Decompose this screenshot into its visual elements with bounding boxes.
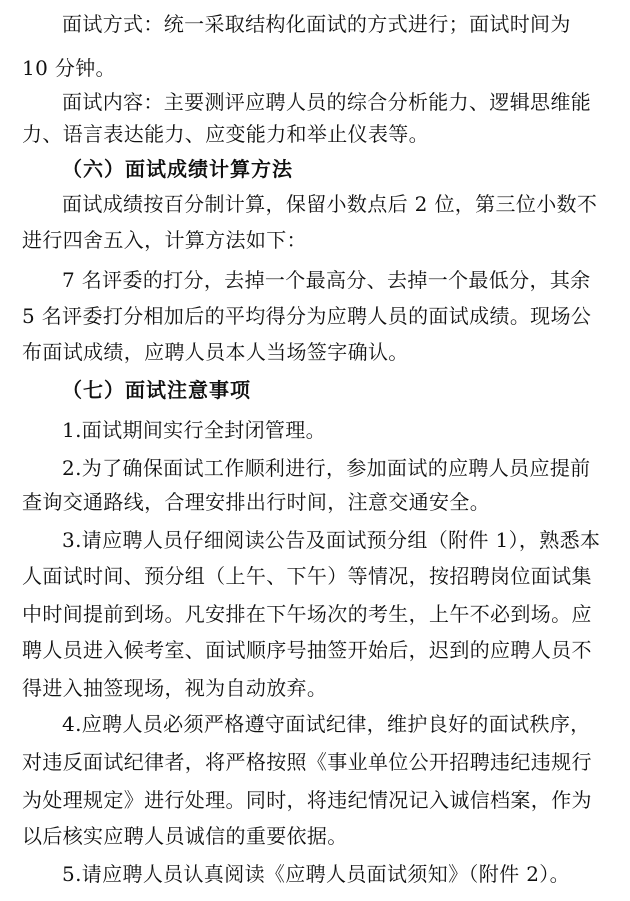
note-item-4-line-2: 对违反面试纪律者，将严格按照《事业单位公开招聘违纪违规行 xyxy=(22,750,592,774)
paragraph-interview-method-line-2: 10 分钟。 xyxy=(22,56,116,80)
paragraph-judges-line-3: 布面试成绩，应聘人员本人当场签字确认。 xyxy=(22,340,409,364)
section-heading-score-calculation: （六）面试成绩计算方法 xyxy=(62,157,293,181)
note-item-2-line-2: 查询交通路线，合理安排出行时间，注意交通安全。 xyxy=(22,490,491,514)
paragraph-interview-content-line-1: 面试内容：主要测评应聘人员的综合分析能力、逻辑思维能 xyxy=(62,90,592,114)
note-item-3-line-3: 中时间提前到场。凡安排在下午场次的考生，上午不必到场。应 xyxy=(22,602,592,626)
note-item-2-line-1: 2.为了确保面试工作顺利进行，参加面试的应聘人员应提前 xyxy=(62,456,591,480)
note-item-3-line-1: 3.请应聘人员仔细阅读公告及面试预分组（附件 1），熟悉本 xyxy=(62,528,601,552)
paragraph-judges-line-1: 7 名评委的打分，去掉一个最高分、去掉一个最低分，其余 xyxy=(62,268,591,292)
note-item-4-line-1: 4.应聘人员必须严格遵守面试纪律，维护良好的面试秩序， xyxy=(62,712,591,736)
note-item-3-line-2: 人面试时间、预分组（上午、下午）等情况，按招聘岗位面试集 xyxy=(22,564,592,588)
note-item-4-line-3: 为处理规定》进行处理。同时，将违纪情况记入诚信档案，作为 xyxy=(22,788,592,812)
note-item-4-line-4: 以后核实应聘人员诚信的重要依据。 xyxy=(22,824,348,848)
note-item-5: 5.请应聘人员认真阅读《应聘人员面试须知》（附件 2）。 xyxy=(62,862,570,886)
note-item-1: 1.面试期间实行全封闭管理。 xyxy=(62,418,326,442)
note-item-3-line-4: 聘人员进入候考室、面试顺序号抽签开始后，迟到的应聘人员不 xyxy=(22,638,592,662)
paragraph-interview-method-line-1: 面试方式：统一采取结构化面试的方式进行；面试时间为 xyxy=(62,12,571,36)
paragraph-score-line-1: 面试成绩按百分制计算，保留小数点后 2 位，第三位小数不 xyxy=(62,192,598,216)
section-heading-notes: （七）面试注意事项 xyxy=(62,378,251,402)
paragraph-score-line-2: 进行四舍五入，计算方法如下： xyxy=(22,228,307,252)
paragraph-interview-content-line-2: 力、语言表达能力、应变能力和举止仪表等。 xyxy=(22,122,429,146)
paragraph-judges-line-2: 5 名评委打分相加后的平均得分为应聘人员的面试成绩。现场公 xyxy=(22,304,592,328)
note-item-3-line-5: 得进入抽签现场，视为自动放弃。 xyxy=(22,676,328,700)
